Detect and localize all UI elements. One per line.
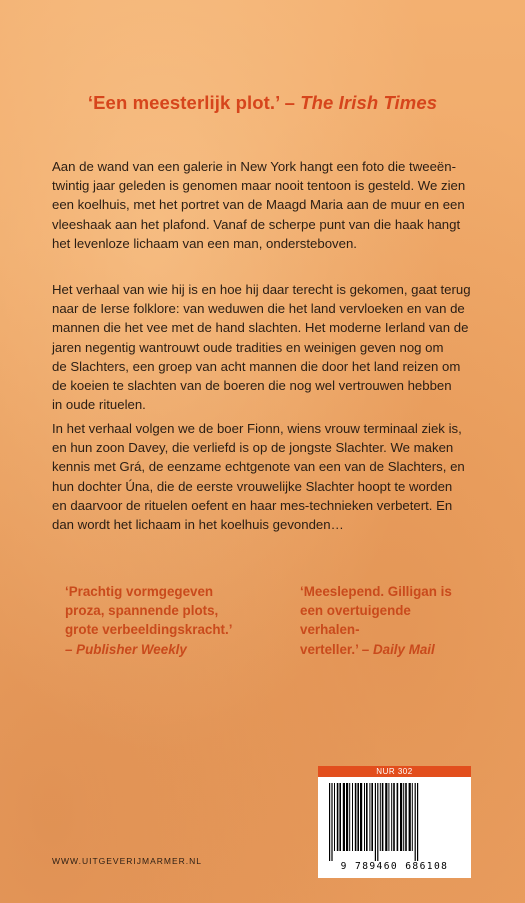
blurb-line: kennis met Grá, de eenzame echtgenote van een van de Slachters, en (52, 459, 465, 475)
blurb-line: een koelhuis, met het portret van de Maagd Maria aan de muur en een (52, 197, 465, 213)
barcode-bar (349, 783, 350, 851)
blurb-line: naar de Ierse folklore: van weduwen die het land vervloeken en van de (52, 301, 465, 317)
blurb-line: In het verhaal volgen we de boer Fionn, wiens vrouw terminaal ziek is, (52, 421, 462, 436)
barcode-bar (371, 783, 373, 851)
barcode-box (318, 777, 471, 878)
review-quote-line: ‘Prachtig vormgegeven (65, 584, 214, 599)
barcode-bar (339, 783, 341, 851)
barcode-bar (375, 783, 376, 861)
barcode-bar (397, 783, 399, 851)
barcode-bar (369, 783, 370, 851)
isbn-digits: 9 789460 686108 (340, 861, 449, 872)
blurb-line: mannen die het vee met de hand slachten. Het moderne Ierland van de (52, 320, 469, 336)
barcode-bar (415, 783, 416, 861)
barcode-bar (405, 783, 407, 851)
review-attribution: – Publisher Weekly (65, 641, 187, 657)
barcode-bar (377, 783, 378, 861)
barcode-bar (357, 783, 359, 851)
barcode-bar (391, 783, 392, 851)
blurb-line: vleeshaak aan het plafond. Vanaf de scherpe punt van die haak hangt (52, 216, 461, 232)
review-quote-line: een overtuigende verhalen- (300, 603, 411, 638)
blurb-line: jaren negentig wantrouwt oude tradities en weinigen geven nog om (52, 339, 444, 355)
barcode-bar (364, 783, 365, 851)
review-quote-publisher-weekly (65, 582, 245, 659)
review-quote-line: proza, spannende plots, (65, 603, 219, 619)
blurb-line: hun dochter Úna, die de eerste vrouwelijke Slachter hoopt te worden (52, 478, 453, 494)
review-quote-line: grote verbeeldingskracht.’ (65, 622, 233, 638)
barcode-bar (400, 783, 402, 851)
barcode-bar (403, 783, 404, 851)
barcode-bar (337, 783, 339, 851)
review-attribution: Daily Mail (372, 641, 435, 657)
blurb-paragraph-3 (52, 419, 482, 534)
barcode-bar (334, 783, 335, 851)
nur-code-label: NUR 302 (318, 766, 471, 777)
barcode-bar (382, 783, 384, 851)
isbn-barcode-block (318, 766, 471, 878)
blurb-line: in oude rituelen. (52, 397, 146, 413)
barcode-bars (327, 783, 462, 861)
barcode-bar (393, 783, 395, 851)
review-quote-line: verteller.’ – (300, 641, 373, 657)
review-quote-last-line (300, 640, 470, 659)
barcode-bar (352, 783, 353, 851)
barcode-bar (412, 783, 413, 851)
headline-quote-source: The Irish Times (300, 92, 438, 113)
headline-quote-text: ‘Een meesterlijk plot.’ – (87, 92, 295, 113)
barcode-bar (346, 783, 348, 851)
blurb-line: en hun zoon Davey, die verliefd is op de jongste Slachter. We maken (52, 440, 454, 456)
headline-quote (0, 92, 525, 114)
blurb-paragraph-1 (52, 157, 482, 253)
blurb-line: twintig jaar geleden is genomen maar nooit tentoon is gesteld. We zien (52, 178, 466, 194)
review-quote-line: ‘Meeslepend. Gilligan is (300, 584, 452, 599)
blurb-line: dan wordt het lichaam in het koelhuis gevonden… (52, 517, 344, 533)
barcode-bar (355, 783, 357, 851)
blurb-line: de Slachters, een groep van acht mannen die door het land reizen om (52, 358, 461, 374)
blurb-line: Het verhaal van wie hij is en hoe hij daar terecht is gekomen, gaat terug (52, 282, 471, 297)
barcode-bar (385, 783, 387, 851)
blurb-line: het levenloze lichaam van een man, ondersteboven. (52, 235, 357, 251)
blurb-line: Aan de wand van een galerie in New York hangt een foto die tweeën- (52, 159, 456, 174)
barcode-bar (388, 783, 389, 851)
barcode-bar (417, 783, 418, 861)
blurb-line: en daarvoor de rituelen oefent en haar mes-technieken verbetert. En (52, 497, 453, 513)
review-quote-daily-mail (300, 582, 470, 659)
blurb-line: de koeien te slachten van de boeren die nog wel vertrouwen hebben (52, 378, 452, 394)
blurb-paragraph-2 (52, 280, 482, 414)
barcode-bar (380, 783, 381, 851)
barcode-bar (343, 783, 345, 851)
barcode-bar (331, 783, 332, 861)
barcode-bar (366, 783, 368, 851)
publisher-url: WWW.UITGEVERIJMARMER.NL (52, 856, 203, 866)
barcode-bar (409, 783, 411, 851)
barcode-bar (329, 783, 330, 861)
barcode-bar (360, 783, 362, 851)
